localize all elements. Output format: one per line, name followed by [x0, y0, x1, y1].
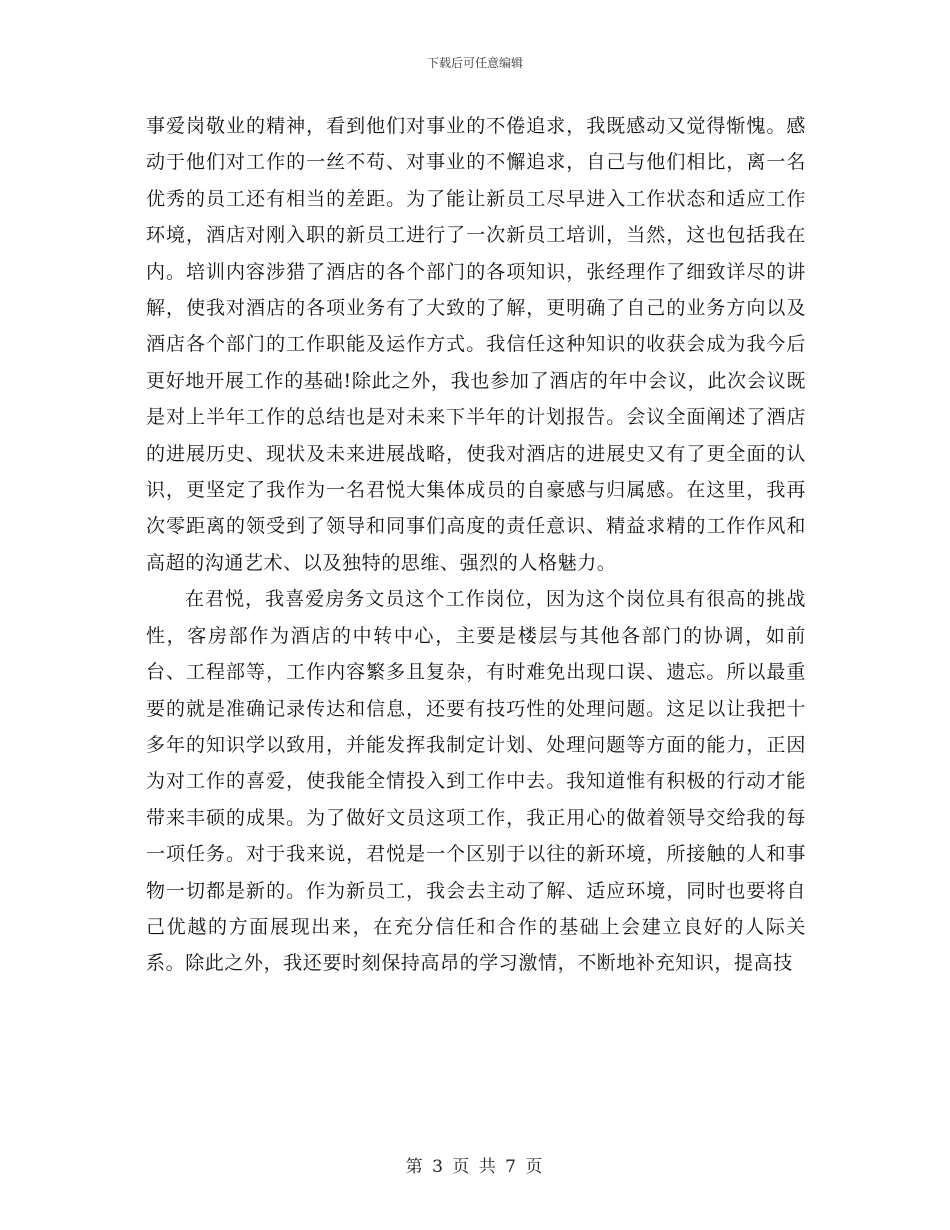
page-footer: 第 3 页 共 7 页 — [405, 1157, 545, 1177]
paragraph-1: 事爱岗敬业的精神，看到他们对事业的不倦追求，我既感动又觉得惭愧。感动于他们对工作的一丝不苟、对事业的不懈追求，自己与他们相比，离一名优秀的员工还有相当的差距。为了能让新员工尽早进入工作状态和适应工作环境，酒店对刚入职的新员工进行了一次新员工培训，当然，这也包括我在内。培训内容涉猎了酒店的各个部门的各项知识，张经理作了细致详尽的讲解，使我对酒店的各项业务有了大致的了解，更明确了自己的业务方向以及酒店各个部门的工作职能及运作方式。我信任这种知识的收获会成为我今后更好地开展工作的基础!除此之外，我也参加了酒店的年中会议，此次会议既是对上半年工作的总结也是对未来下半年的计划报告。会议全面阐述了酒店的进展历史、现状及未来进展战略，使我对酒店的进展史又有了更全面的认识，更坚定了我作为一名君悦大集体成员的自豪感与归属感。在这里，我再次零距离的领受到了领导和同事们高度的责任意识、精益求精的工作作风和高超的沟通艺术、以及独特的思维、强烈的人格魅力。 — [146, 115, 806, 574]
page-header: 下载后可任意编辑 — [426, 56, 523, 70]
document-body — [146, 108, 806, 982]
paragraph-2: 在君悦，我喜爱房务文员这个工作岗位，因为这个岗位具有很高的挑战性，客房部作为酒店的中转中心，主要是楼层与其他各部门的协调，如前台、工程部等，工作内容繁多且复杂，有时难免出现口误、遗忘。所以最重要的就是准确记录传达和信息，还要有技巧性的处理问题。这足以让我把十多年的知识学以致用，并能发挥我制定计划、处理问题等方面的能力，正因为对工作的喜爱，使我能全情投入到工作中去。我知道惟有积极的行动才能带来丰硕的成果。为了做好文员这项工作，我正用心的做着领导交给我的每一项任务。对于我来说，君悦是一个区别于以往的新环境，所接触的人和事物一切都是新的。作为新员工，我会去主动了解、适应环境，同时也要将自己优越的方面展现出来，在充分信任和合作的基础上会建立良好的人际关系。除此之外，我还要时刻保持高昂的学习激情，不断地补充知识，提高技 — [146, 588, 806, 975]
